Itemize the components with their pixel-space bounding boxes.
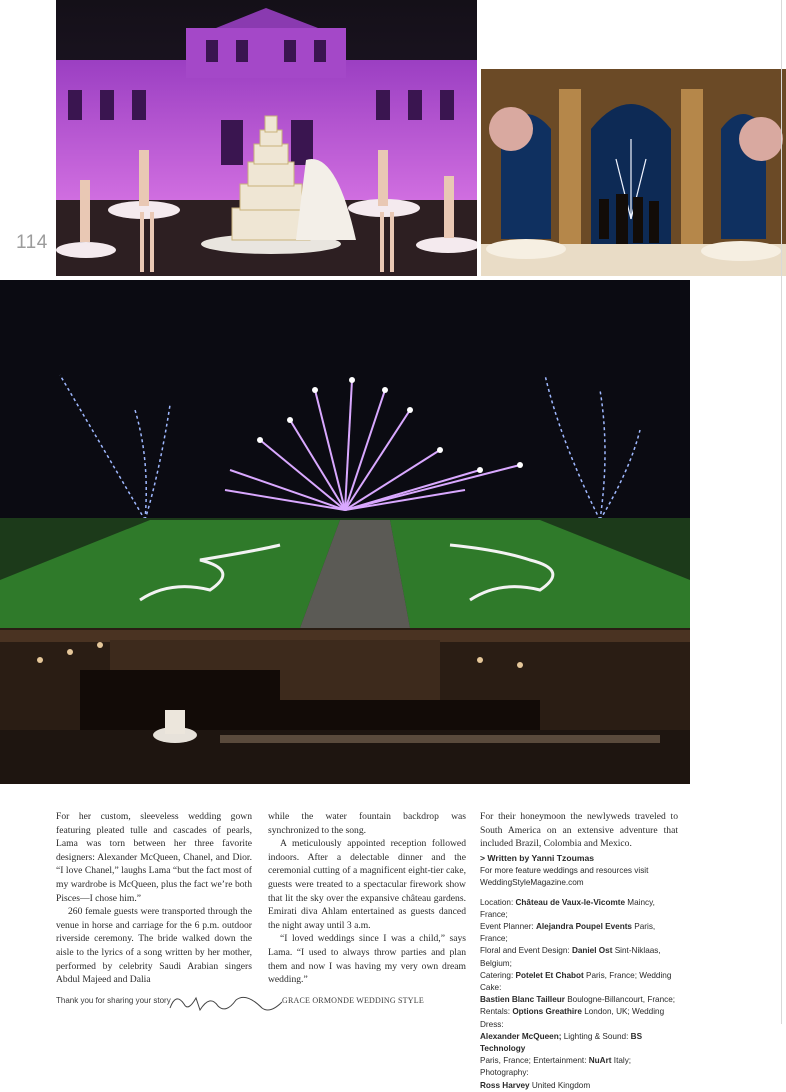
photo-gardens-fireworks — [0, 280, 690, 784]
paragraph: A meticulously appointed reception followed indoors. After a delectable dinner and the ceremonial cutting of a magnificent eight-tier cake, guests were treated to a spectacular firework show that lit the sky over the expansive château gardens. Emirati diva Ahlam entertained as guests danced the night away until 3 a.m. — [268, 838, 466, 931]
credit-line: Event Planner: Alejandra Poupel Events Paris, France; — [480, 921, 656, 944]
paragraph: For their honeymoon the newlyweds traveled to South America on an extensive adventure that included Brazil, Colombia and Mexico. — [480, 811, 678, 850]
credit-line: Alexander McQueen; Lighting & Sound: BS Technology — [480, 1031, 643, 1053]
vendor-credits — [480, 897, 678, 1092]
more-features-line: For more feature weddings and resources visit — [480, 866, 649, 876]
credit-line: Catering: Potelet Et Chabot Paris, France; Wedding Cake: — [480, 970, 672, 992]
byline: > Written by Yanni Tzoumas — [480, 852, 595, 863]
paragraph: while the water fountain backdrop was synchronized to the song. — [268, 811, 466, 836]
credit-line: Paris, France; Entertainment: NuArt Italy; Photography: — [480, 1056, 632, 1078]
photo-reception-hall — [481, 69, 786, 276]
text-column-2 — [268, 810, 466, 987]
signature-image — [166, 990, 286, 1016]
website-link[interactable]: WeddingStyleMagazine.com — [480, 877, 584, 887]
credit-line: Rentals: Options Greathire London, UK; Wedding Dress: — [480, 1007, 665, 1029]
page-edge-line — [781, 0, 782, 1024]
paragraph: “I loved weddings since I was a child,” says Lama. “I used to always throw parties and plan them and now I was having my very own dream wedding.” — [268, 933, 466, 986]
credit-line: Floral and Event Design: Daniel Ost Sint-Niklaas, Belgium; — [480, 946, 661, 968]
footer-magazine-name: GRACE ORMONDE WEDDING STYLE — [282, 996, 424, 1005]
text-column-3 — [480, 810, 678, 1092]
paragraph: 260 female guests were transported through the venue in horse and carriage for the 6 p.m. outdoor riverside ceremony. The bride walked down the aisle to the lyrics of a song written by her mother, performed by celebrity Saudi Arabian singers Abdul Majeed and Dalia — [56, 906, 252, 986]
credit-line: Ross Harvey United Kingdom — [480, 1080, 591, 1090]
credit-line: Location: Château de Vaux-le-Vicomte Maincy, France; — [480, 897, 655, 919]
footer-thanks: Thank you for sharing your story — [56, 996, 171, 1005]
text-column-1 — [56, 810, 252, 987]
photo-chateau-cake-ballerinas — [56, 0, 477, 276]
page-number: 114 — [16, 232, 48, 253]
paragraph: For her custom, sleeveless wedding gown featuring pleated tulle and cascades of pearls, Lama was torn between her three favorite designers: Alexander McQueen, Chanel, and Dior. “I love Chanel,” laughs Lama “but the fact most of my wardrobe is McQueen, plus the fact we’re both Pisces—I chose him.” — [56, 811, 252, 904]
credit-line: Bastien Blanc Tailleur Boulogne-Billancourt, France; — [480, 995, 676, 1005]
